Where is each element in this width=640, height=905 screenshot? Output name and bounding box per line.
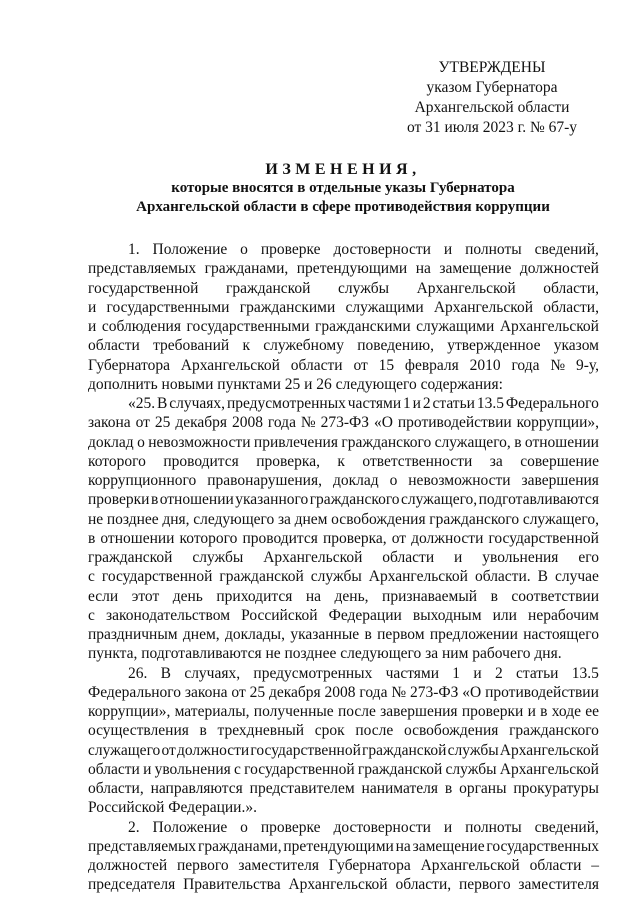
word: года: [511, 356, 540, 374]
word: первого: [458, 876, 511, 894]
paragraph-25: [88, 394, 599, 664]
word: 2.: [128, 818, 140, 836]
text-line: [88, 279, 599, 298]
word: 2008: [231, 414, 263, 432]
word: №: [391, 683, 407, 701]
word: случае: [554, 568, 599, 586]
text-line: [88, 779, 599, 798]
word: государственной: [101, 568, 213, 586]
word: поведению,: [357, 337, 434, 355]
word: день: [172, 587, 203, 605]
text-line: [88, 471, 599, 490]
word: области: [382, 549, 435, 566]
word: в: [444, 780, 453, 797]
word: 13.5: [571, 664, 599, 682]
word: предусмотренных: [253, 664, 373, 682]
title-subtitle-line-1: которые вносятся в отдельные указы Губернатора: [171, 180, 515, 196]
word: гражданского: [341, 433, 432, 451]
word: которого: [88, 452, 146, 470]
word: полноты: [465, 818, 522, 836]
word: службы: [447, 741, 499, 759]
word: за: [489, 452, 503, 470]
word: декабря: [175, 414, 228, 432]
word: 2: [422, 395, 431, 412]
word: за: [277, 510, 291, 528]
text-line: [88, 356, 599, 375]
title-main: ИЗМЕНЕНИЯ,: [265, 161, 421, 178]
word: служащего,: [434, 433, 511, 451]
text-line: [88, 875, 599, 894]
word: первого: [176, 857, 229, 874]
word: закона: [88, 414, 131, 432]
word: совершение: [520, 452, 599, 470]
text-line: [88, 452, 599, 471]
word: день,: [334, 587, 369, 605]
word: невозможности: [408, 472, 511, 489]
title-subtitle-line-2: Архангельской области в сфере противодействия коррупции: [136, 199, 550, 215]
word: статьи: [432, 395, 475, 412]
text-line: [88, 510, 599, 529]
word: коррупционного: [88, 472, 197, 489]
word: от: [135, 414, 150, 432]
word: В: [157, 395, 168, 412]
word: «О: [462, 683, 482, 701]
word: Федерации: [328, 606, 402, 624]
word: Положение: [152, 818, 228, 836]
word: достоверности: [333, 818, 431, 836]
word: Архангельской: [368, 568, 468, 586]
word: проверка,: [322, 529, 387, 547]
text-line: [88, 336, 599, 355]
word: статьи: [515, 664, 559, 682]
word: –: [591, 857, 599, 874]
word: проводится: [242, 529, 318, 547]
word: указанного: [235, 491, 309, 509]
word: председателя: [88, 876, 176, 894]
word: должности: [411, 529, 484, 547]
word: должностей: [88, 857, 168, 874]
word: от: [161, 741, 176, 759]
word: №: [300, 414, 316, 432]
text-line: пункта, подготавливаются не позднее следующего за ним рабочего дня.: [88, 645, 562, 663]
word: осуществления: [88, 722, 189, 740]
word: указом: [553, 337, 599, 355]
word: государственной: [88, 279, 199, 297]
word: ее: [585, 703, 599, 720]
word: коррупции»,: [516, 414, 599, 432]
word: Архангельской: [416, 279, 516, 297]
word: срок: [314, 722, 345, 740]
word: противодействии: [397, 414, 512, 432]
word: или: [492, 606, 517, 624]
word: частями: [347, 395, 402, 412]
word: Архангельской: [499, 760, 599, 778]
word: гражданскими: [239, 298, 336, 316]
word: проверке: [260, 818, 321, 836]
word: Губернатора: [88, 356, 170, 374]
text-line: [88, 741, 599, 760]
word: гражданской: [226, 279, 311, 297]
word: области: [529, 857, 582, 874]
text-line: [88, 856, 599, 875]
word: привлечения: [253, 433, 338, 451]
word: области,: [88, 780, 144, 797]
word: и: [143, 760, 152, 778]
word: завершения: [521, 472, 599, 489]
word: области: [290, 356, 343, 374]
word: 25: [154, 414, 171, 432]
word: соответствии: [511, 587, 599, 605]
word: Федерального: [505, 395, 599, 412]
word: и: [88, 318, 97, 335]
word: и: [443, 241, 453, 258]
word: отношении: [524, 433, 599, 451]
word: частями: [385, 664, 439, 682]
word: «25.: [128, 395, 156, 412]
word: проверка,: [256, 452, 320, 470]
word: 2010: [469, 356, 501, 374]
word: замещение: [439, 260, 512, 278]
word: с: [88, 606, 95, 624]
word: 2008: [324, 683, 356, 701]
text-line: [88, 548, 599, 567]
word: от: [391, 529, 407, 547]
word: праздничным: [88, 626, 178, 643]
word: государственными: [186, 318, 310, 335]
word: случаях,: [184, 664, 241, 682]
word: полноты: [465, 241, 522, 258]
word: №: [550, 356, 566, 374]
word: этот: [131, 587, 160, 605]
word: гражданами,: [204, 260, 289, 278]
word: В: [537, 568, 548, 586]
word: государственных: [486, 837, 599, 855]
document-title: [88, 160, 598, 217]
word: в: [364, 626, 372, 643]
word: 273-ФЗ: [409, 683, 459, 701]
word: и: [443, 818, 453, 836]
word: 13.5: [476, 395, 504, 412]
word: служащими: [345, 298, 424, 316]
word: службы: [338, 279, 389, 297]
approval-region-line: Архангельской области: [414, 99, 570, 116]
word: требований: [153, 337, 230, 355]
word: о: [240, 818, 248, 836]
word: в: [88, 529, 96, 547]
word: соблюдения: [101, 318, 181, 335]
word: представляемых: [88, 260, 197, 278]
word: 25: [249, 683, 266, 701]
word: Архангельской: [499, 741, 599, 759]
word: области: [88, 760, 140, 778]
word: Положение: [152, 241, 228, 258]
word: года: [359, 683, 388, 701]
word: службы: [192, 549, 244, 566]
text-line: [88, 490, 599, 509]
word: заместителя: [518, 876, 599, 894]
word: указанные: [290, 626, 360, 643]
word: Архангельской: [433, 298, 534, 316]
text-line: [88, 567, 599, 586]
word: от: [231, 683, 246, 701]
word: законодательством: [105, 606, 231, 624]
text-line: [88, 702, 599, 721]
word: увольнения: [154, 760, 231, 778]
word: от: [353, 356, 368, 374]
word: не: [88, 510, 104, 528]
text-line: [88, 625, 599, 644]
word: направляются: [150, 780, 243, 797]
word: 1: [452, 664, 461, 682]
text-line: дополнить новыми пунктами 25 и 26 следующего содержания:: [88, 375, 503, 393]
word: Правительства: [183, 876, 281, 894]
text-line: Российской Федерации.».: [88, 799, 257, 817]
word: признаваемый: [382, 587, 478, 605]
word: служебному: [263, 337, 344, 355]
word: если: [88, 587, 119, 605]
word: Архангельской: [263, 549, 363, 566]
word: Архангельской: [499, 318, 599, 335]
word: доклад: [332, 472, 379, 489]
word: заместителя: [238, 857, 319, 874]
word: завершения: [380, 703, 458, 720]
word: Архангельской: [420, 857, 520, 874]
word: в: [199, 722, 207, 740]
word: 1: [403, 395, 411, 412]
word: подготавливаются: [478, 491, 599, 509]
word: на: [415, 260, 431, 278]
text-line: [88, 837, 599, 856]
word: 2: [494, 664, 503, 682]
word: государственной: [244, 760, 355, 778]
word: 9-у,: [575, 356, 599, 374]
approval-date-number: от 31 июля 2023 г. № 67-у: [406, 119, 578, 136]
word: служащего: [88, 741, 161, 759]
word: в: [150, 491, 159, 509]
word: коррупции»,: [88, 703, 171, 720]
word: Российской: [241, 606, 318, 624]
text-line: [88, 529, 599, 548]
word: освобождения: [403, 722, 499, 740]
word: на: [305, 587, 322, 605]
word: предусмотренных: [226, 395, 346, 412]
word: в: [514, 433, 522, 451]
word: 1.: [128, 241, 140, 258]
word: Губернатора: [328, 857, 411, 874]
word: нерабочим: [528, 606, 599, 624]
word: гражданского: [429, 510, 520, 528]
word: гражданского: [309, 491, 400, 509]
word: к: [337, 452, 345, 470]
approval-stamp: [392, 58, 592, 138]
word: государственной: [250, 741, 361, 759]
word: 26.: [128, 664, 148, 682]
word: ответственности: [362, 452, 473, 470]
word: должностей: [519, 260, 599, 278]
word: достоверности: [333, 241, 431, 258]
word: гражданской: [219, 568, 304, 586]
text-line: [88, 606, 599, 625]
word: освобождения: [331, 510, 426, 528]
word: проверки: [88, 491, 150, 509]
word: материалы,: [174, 703, 250, 720]
word: и: [88, 298, 97, 316]
word: невозможности: [148, 433, 251, 451]
word: 273-ФЗ: [320, 414, 370, 432]
word: представляемых: [88, 837, 197, 855]
word: гражданского: [509, 722, 599, 740]
word: и: [473, 664, 482, 682]
word: в: [540, 703, 548, 720]
word: днем: [294, 510, 328, 528]
word: отношении: [100, 529, 175, 547]
word: в: [490, 587, 498, 605]
word: увольнения: [482, 549, 559, 566]
word: области,: [543, 298, 599, 316]
word: проверки: [461, 703, 524, 720]
text-line: [88, 394, 599, 413]
word: которого: [179, 529, 238, 547]
word: его: [578, 549, 599, 566]
word: полученные: [253, 703, 334, 720]
word: и: [454, 549, 463, 566]
word: претендующими: [283, 837, 394, 855]
word: первом: [377, 626, 425, 643]
word: и: [412, 395, 421, 412]
text-line: [88, 433, 599, 452]
word: декабря: [268, 683, 321, 701]
word: правонарушения,: [207, 472, 322, 489]
word: В: [160, 664, 172, 682]
word: Федерального: [88, 683, 182, 701]
word: службы: [445, 760, 497, 778]
word: претендующими: [296, 260, 408, 278]
word: отношении: [159, 491, 234, 509]
text-line: [88, 683, 599, 702]
word: следующего: [193, 510, 275, 528]
text-line: [88, 721, 599, 740]
word: утвержденное: [447, 337, 541, 355]
word: прокуратуры: [513, 780, 599, 797]
word: с: [88, 568, 95, 586]
word: позднее: [106, 510, 159, 528]
word: гражданами,: [197, 837, 282, 855]
word: гражданской: [88, 549, 173, 566]
word: года: [267, 414, 296, 432]
word: представителем: [249, 780, 355, 797]
text-line: [88, 298, 599, 317]
paragraph-2: [88, 818, 599, 895]
word: служащего,: [522, 510, 599, 528]
word: сведений,: [534, 818, 599, 836]
text-line: [88, 413, 599, 432]
word: о: [389, 472, 398, 489]
word: проверке: [260, 241, 321, 258]
word: о: [137, 433, 145, 451]
text-line: [88, 818, 599, 837]
word: приходится: [216, 587, 293, 605]
paragraph-1: [88, 240, 599, 394]
word: на: [395, 837, 411, 855]
paragraph-26: [88, 664, 599, 818]
word: трехдневный: [217, 722, 305, 740]
word: замещение: [412, 837, 485, 855]
word: Архангельской: [288, 876, 388, 894]
approval-heading: УТВЕРЖДЕНЫ: [438, 59, 546, 76]
document-body: [88, 240, 599, 895]
text-line: [88, 587, 599, 606]
word: гражданскими: [315, 318, 411, 335]
word: должности: [176, 741, 250, 759]
word: доклады,: [225, 626, 285, 643]
word: гражданской: [357, 760, 443, 778]
word: доклад: [88, 433, 134, 451]
text-line: [88, 240, 599, 259]
word: органы: [459, 780, 507, 797]
word: служащего,: [401, 491, 478, 509]
word: ходе: [551, 703, 581, 720]
word: нанимателя: [361, 780, 439, 797]
word: 15: [378, 356, 395, 374]
word: государственными: [106, 298, 230, 316]
word: государственной: [488, 529, 599, 547]
approval-decree-line: указом Губернатора: [426, 79, 558, 96]
word: службы: [310, 568, 362, 586]
word: области.: [474, 568, 531, 586]
word: и: [527, 703, 536, 720]
word: области,: [395, 876, 452, 894]
word: с: [234, 760, 241, 778]
word: настоящего: [523, 626, 599, 643]
word: области: [88, 337, 140, 355]
word: противодействии: [485, 683, 599, 701]
word: Архангельской: [180, 356, 280, 374]
word: после: [355, 722, 394, 740]
word: днем,: [182, 626, 220, 643]
word: гражданской: [362, 741, 447, 759]
word: дня,: [162, 510, 190, 528]
word: о: [240, 241, 248, 258]
word: февраля: [404, 356, 459, 374]
word: области,: [543, 279, 599, 297]
word: к: [242, 337, 250, 355]
word: случаях,: [169, 395, 226, 412]
word: выходным: [412, 606, 482, 624]
text-line: [88, 317, 599, 336]
word: служащими: [416, 318, 495, 335]
text-line: [88, 259, 599, 278]
word: закона: [184, 683, 228, 701]
text-line: [88, 664, 599, 683]
word: проводится: [163, 452, 239, 470]
word: после: [337, 703, 376, 720]
word: сведений,: [534, 241, 599, 258]
text-line: [88, 760, 599, 779]
word: предложении: [429, 626, 518, 643]
word: «О: [374, 414, 393, 432]
